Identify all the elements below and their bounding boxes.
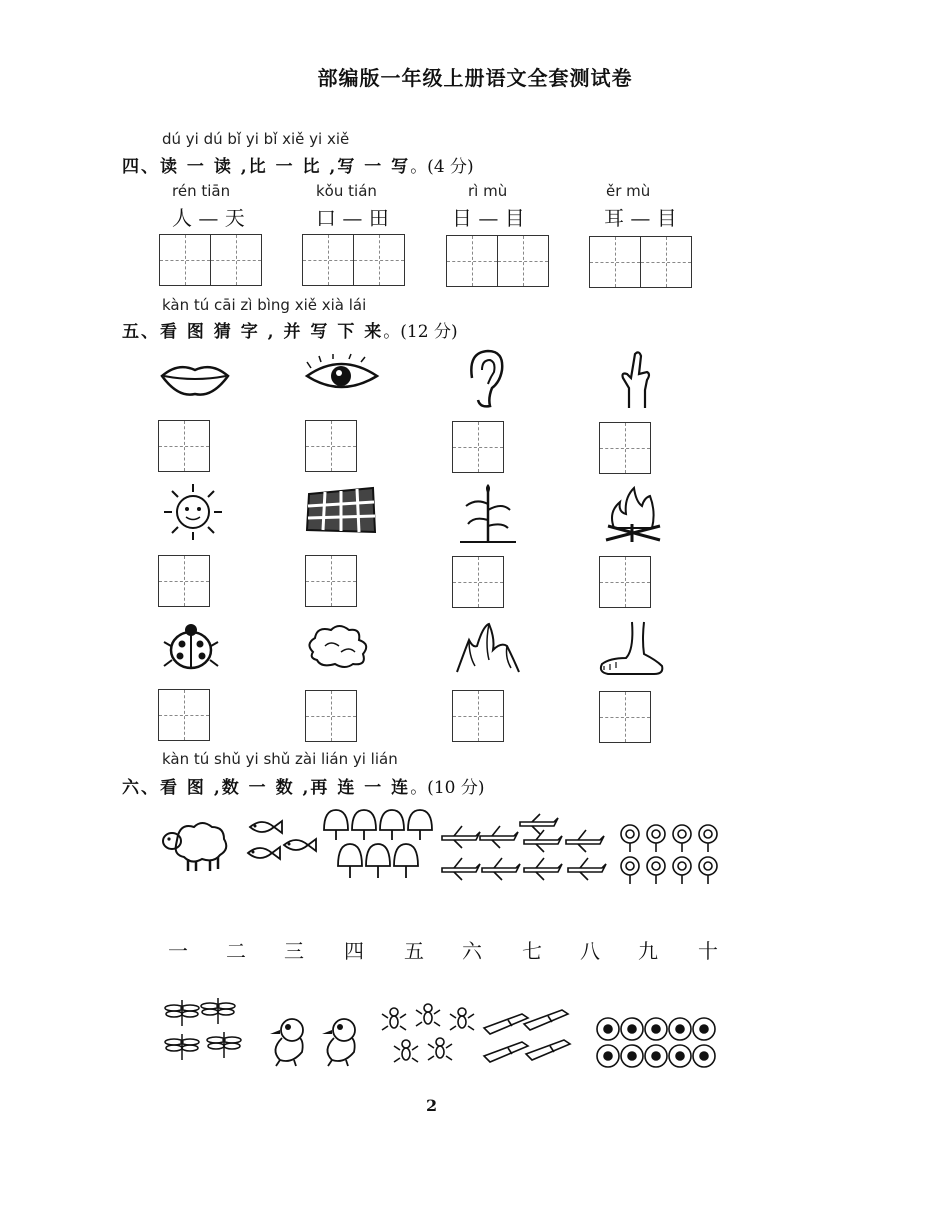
hand-picture	[615, 348, 657, 412]
writing-box[interactable]	[452, 690, 504, 742]
page-title: 部编版一年级上册语文全套测试卷	[317, 66, 633, 90]
writing-box-pair[interactable]	[159, 234, 263, 286]
writing-box[interactable]	[353, 234, 405, 286]
ants-picture	[380, 1000, 480, 1068]
number-label[interactable]: 一	[168, 939, 188, 963]
writing-box[interactable]	[452, 421, 504, 473]
writing-box[interactable]	[158, 555, 210, 607]
foot-picture	[596, 620, 670, 678]
trees-picture	[320, 806, 438, 882]
number-label[interactable]: 七	[522, 939, 542, 963]
crop-picture	[458, 480, 518, 546]
pair-chars: 耳 — 目	[604, 206, 677, 230]
writing-box[interactable]	[305, 690, 357, 742]
fire-picture	[602, 484, 664, 544]
pair-pinyin: ěr mù	[606, 182, 651, 200]
number-label[interactable]: 二	[226, 939, 246, 963]
soccer-balls-picture	[596, 1016, 722, 1070]
section4-heading: 四、读 一 读 ,比 一 比 ,写 一 写。(4 分)	[122, 157, 474, 177]
writing-box[interactable]	[302, 234, 354, 286]
birds-picture	[266, 1016, 370, 1068]
section4-pinyin: dú yi dú bǐ yi bǐ xiě yi xiě	[162, 130, 350, 148]
writing-box[interactable]	[452, 556, 504, 608]
number-label[interactable]: 六	[462, 939, 482, 963]
pair-chars: 口 — 田	[316, 206, 389, 230]
number-label[interactable]: 四	[344, 939, 364, 963]
section5-heading: 五、看 图 猜 字 , 并 写 下 来。(12 分)	[122, 322, 458, 342]
writing-box[interactable]	[599, 556, 651, 608]
writing-box[interactable]	[497, 235, 549, 287]
section6-heading: 六、看 图 ,数 一 数 ,再 连 一 连。(10 分)	[122, 778, 485, 798]
lips-picture	[160, 358, 230, 398]
ladybug-picture	[162, 618, 220, 674]
dragonflies-picture	[162, 996, 252, 1066]
pair-chars: 日 — 目	[452, 206, 525, 230]
knives-picture	[482, 1006, 586, 1068]
writing-box[interactable]	[599, 422, 651, 474]
mountain-picture	[455, 620, 521, 674]
writing-box[interactable]	[640, 236, 692, 288]
section5-pinyin: kàn tú cāi zì bìng xiě xià lái	[162, 296, 367, 314]
writing-box[interactable]	[158, 689, 210, 741]
pair-pinyin: rén tiān	[172, 182, 231, 200]
writing-box[interactable]	[599, 691, 651, 743]
sheep-picture	[158, 815, 233, 875]
writing-box[interactable]	[446, 235, 498, 287]
writing-box[interactable]	[589, 236, 641, 288]
ear-picture	[462, 348, 507, 410]
pair-pinyin: kǒu tián	[316, 182, 377, 200]
number-label[interactable]: 十	[698, 939, 718, 963]
number-label[interactable]: 三	[284, 939, 304, 963]
eye-picture	[305, 354, 380, 399]
sun-picture	[160, 482, 226, 542]
cloud-picture	[305, 622, 375, 670]
pair-pinyin: rì mù	[468, 182, 508, 200]
writing-box[interactable]	[305, 555, 357, 607]
writing-box[interactable]	[305, 420, 357, 472]
writing-box-pair[interactable]	[589, 236, 693, 288]
writing-box[interactable]	[159, 234, 211, 286]
pair-chars: 人 — 天	[172, 206, 245, 230]
fish-picture	[244, 815, 320, 871]
planes-picture	[440, 812, 612, 884]
page-number: 2	[426, 1096, 438, 1115]
writing-box-pair[interactable]	[446, 235, 550, 287]
section6-pinyin: kàn tú shǔ yi shǔ zài lián yi lián	[162, 750, 398, 768]
roses-picture	[616, 822, 728, 888]
writing-box[interactable]	[210, 234, 262, 286]
number-label[interactable]: 九	[638, 939, 658, 963]
number-label[interactable]: 五	[404, 939, 424, 963]
writing-box-pair[interactable]	[302, 234, 406, 286]
field-picture	[305, 484, 377, 536]
number-label[interactable]: 八	[580, 939, 600, 963]
writing-box[interactable]	[158, 420, 210, 472]
